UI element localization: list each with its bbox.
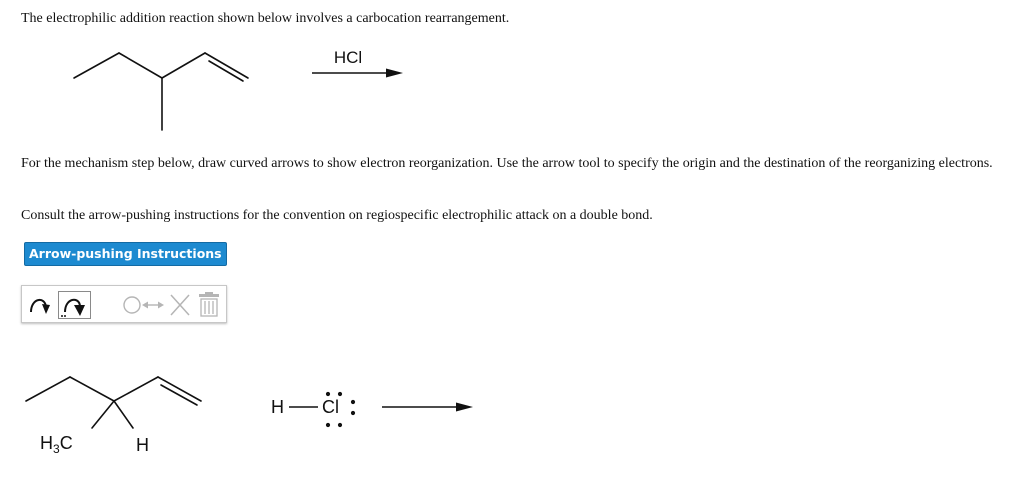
- hcl-cl-label: Cl: [322, 397, 339, 417]
- methyl-c-label: C: [59, 433, 73, 453]
- reaction-arrow: [312, 69, 403, 78]
- hcl-h-label: H: [271, 397, 284, 417]
- methyl-group-label: [40, 433, 73, 456]
- intro-text: The electrophilic addition reaction shown below involves a carbocation rearrangement.: [21, 11, 510, 26]
- hydrogen-label: H: [136, 435, 149, 455]
- methyl-h-label: H: [40, 433, 53, 453]
- single-electron-arrow-icon[interactable]: [26, 290, 56, 320]
- mechanism-arrow: [382, 403, 473, 412]
- resonance-arrow-icon[interactable]: [140, 290, 166, 320]
- arrow-toolbar: [21, 285, 227, 323]
- methyl-subscript-label: 3: [53, 442, 60, 456]
- arrow-pushing-instructions-button[interactable]: Arrow-pushing Instructions: [24, 242, 227, 266]
- reaction-scheme: [0, 0, 1024, 150]
- delete-icon[interactable]: [167, 290, 193, 320]
- electron-pair-arrow-icon[interactable]: [58, 290, 92, 320]
- hcl-molecule: [271, 392, 355, 427]
- starting-alkene-structure: [74, 53, 248, 130]
- step-instructions: For the mechanism step below, draw curved arrows to show electron reorganization. Use the arrow tool to specify the origin and the destination of the reorganizing electrons.: [21, 156, 993, 171]
- trash-icon[interactable]: [196, 290, 222, 320]
- reagent-label: HCl: [333, 48, 363, 67]
- mechanism-step: [0, 330, 1024, 475]
- consult-note: Consult the arrow-pushing instructions for the convention on regiospecific electrophilic attack on a double bond.: [21, 208, 653, 223]
- alkene-structure: [26, 377, 201, 428]
